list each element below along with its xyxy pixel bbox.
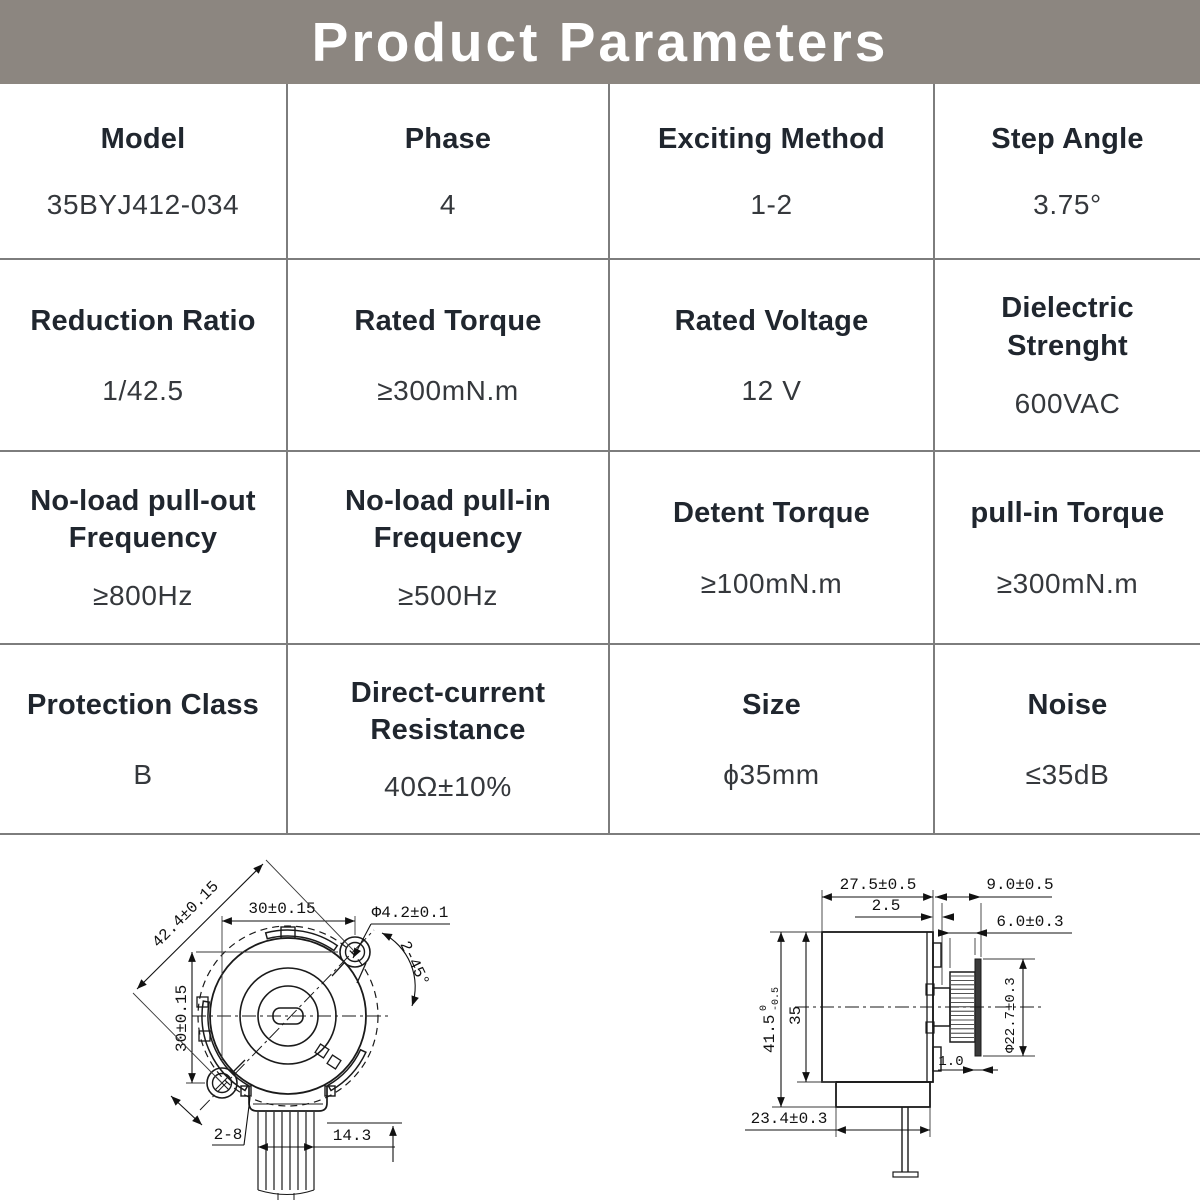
- dim-flange-thickness: 1.0: [938, 1054, 964, 1070]
- side-view-drawing: [745, 876, 1072, 1177]
- dim-overall-height-tol-upper: 0: [759, 1004, 770, 1011]
- ribbon-cable: [258, 1112, 314, 1190]
- param-value: B: [133, 758, 153, 790]
- param-reduction-ratio: [0, 260, 288, 452]
- param-value: 35BYJ412-034: [46, 188, 240, 220]
- dim-face-step: 2.5: [871, 897, 901, 915]
- param-value: ≥500Hz: [398, 580, 498, 612]
- dim-arrow: [981, 1066, 993, 1074]
- dim-cable-width: 14.3: [332, 1127, 372, 1145]
- param-label: Detent Torque: [672, 497, 870, 530]
- dim-body-length: 27.5±0.5: [839, 876, 917, 894]
- param-pullin-torque: [935, 452, 1200, 645]
- parameter-table: [0, 84, 1200, 835]
- param-value: ≥300mN.m: [996, 567, 1139, 599]
- dim-mounting-hole-dia: Φ4.2±0.1: [371, 904, 449, 922]
- dim-hole-spacing-horizontal: 30±0.15: [248, 900, 316, 918]
- param-phase: [288, 84, 610, 260]
- param-label: Rated Torque: [354, 304, 542, 337]
- param-label: No-load pull-in Frequency: [345, 484, 551, 555]
- drawings-svg: [0, 835, 1200, 1200]
- param-value: ϕ35mm: [723, 758, 820, 790]
- dim-tab-note: 2-8: [213, 1126, 243, 1144]
- param-label: Direct-current Resistance: [350, 676, 546, 747]
- param-label: pull-in Torque: [970, 497, 1165, 530]
- lead-wire: [902, 1107, 908, 1172]
- param-value: 3.75°: [1033, 188, 1102, 220]
- dim-gear-length: 6.0±0.3: [996, 913, 1064, 931]
- technical-drawings: [0, 835, 1200, 1200]
- param-value: ≥300mN.m: [377, 375, 519, 407]
- ribbon-cable-end: [258, 1190, 314, 1200]
- side-tab: [327, 1055, 341, 1069]
- dim-shaft-length: 9.0±0.5: [986, 876, 1054, 894]
- param-value: 40Ω±10%: [384, 771, 512, 803]
- wire-foot: [893, 1172, 918, 1177]
- param-dielectric-strength: [935, 260, 1200, 452]
- dim-gear-dia: Φ22.7±0.3: [1003, 977, 1019, 1053]
- param-label: Step Angle: [991, 123, 1144, 156]
- param-label: Model: [100, 123, 186, 156]
- param-noise: [935, 645, 1200, 835]
- param-value: ≤35dB: [1025, 758, 1110, 790]
- param-value: 1-2: [750, 188, 793, 220]
- param-size: [610, 645, 935, 835]
- param-label: Dielectric Strenght: [1001, 292, 1134, 362]
- dim-chamfer: 2-45°: [395, 938, 433, 990]
- param-label: Rated Voltage: [674, 304, 869, 337]
- leader-line: [353, 924, 371, 958]
- param-value: ≥100mN.m: [700, 567, 843, 599]
- dim-arrow: [921, 913, 933, 921]
- param-exciting-method: [610, 84, 935, 260]
- param-detent-torque: [610, 452, 935, 645]
- dim-arrow: [963, 1066, 975, 1074]
- param-noload-pullin-frequency: [288, 452, 610, 645]
- dim-arrow: [935, 893, 947, 901]
- extension-line: [950, 938, 975, 968]
- param-label: Protection Class: [26, 689, 260, 722]
- dim-mount-width: 23.4±0.3: [750, 1110, 828, 1128]
- dim-hole-spacing-vertical: 30±0.15: [173, 984, 191, 1052]
- param-value: 4: [439, 188, 457, 220]
- face-tab: [933, 943, 941, 967]
- param-label: Exciting Method: [658, 123, 885, 156]
- page-title: Product Parameters: [311, 11, 889, 73]
- param-protection-class: [0, 645, 288, 835]
- dim-arrow: [969, 893, 981, 901]
- dim-arrow: [938, 929, 950, 937]
- param-value: 600VAC: [1014, 387, 1121, 419]
- param-label: Reduction Ratio: [30, 304, 256, 337]
- extension-line: [836, 1107, 930, 1137]
- dim-arrow: [942, 913, 954, 921]
- gear-housing: [836, 1082, 930, 1107]
- dim-overall-height-tol-lower: -0.5: [771, 986, 782, 1011]
- param-label: No-load pull-out Frequency: [30, 484, 256, 555]
- param-rated-voltage: [610, 260, 935, 452]
- param-rated-torque: [288, 260, 610, 452]
- param-label: Noise: [1027, 689, 1108, 722]
- dim-overall-height: 41.5: [761, 1014, 779, 1053]
- page-header: [0, 0, 1200, 84]
- dim-hole-spacing-diagonal: 42.4±0.15: [148, 877, 223, 952]
- dim-body-height: 35: [787, 1005, 805, 1025]
- front-view-drawing: [133, 860, 450, 1200]
- dim-line: [137, 864, 263, 989]
- param-label: Phase: [404, 123, 492, 156]
- param-model: [0, 84, 288, 260]
- param-label: Size: [742, 689, 801, 722]
- extension-line: [186, 952, 338, 1083]
- param-step-angle: [935, 84, 1200, 260]
- param-value: 1/42.5: [102, 375, 184, 407]
- param-value: 12 V: [741, 375, 802, 407]
- param-dc-resistance: [288, 645, 610, 835]
- param-noload-pullout-frequency: [0, 452, 288, 645]
- dim-line: [171, 1096, 202, 1125]
- param-value: ≥800Hz: [93, 580, 193, 612]
